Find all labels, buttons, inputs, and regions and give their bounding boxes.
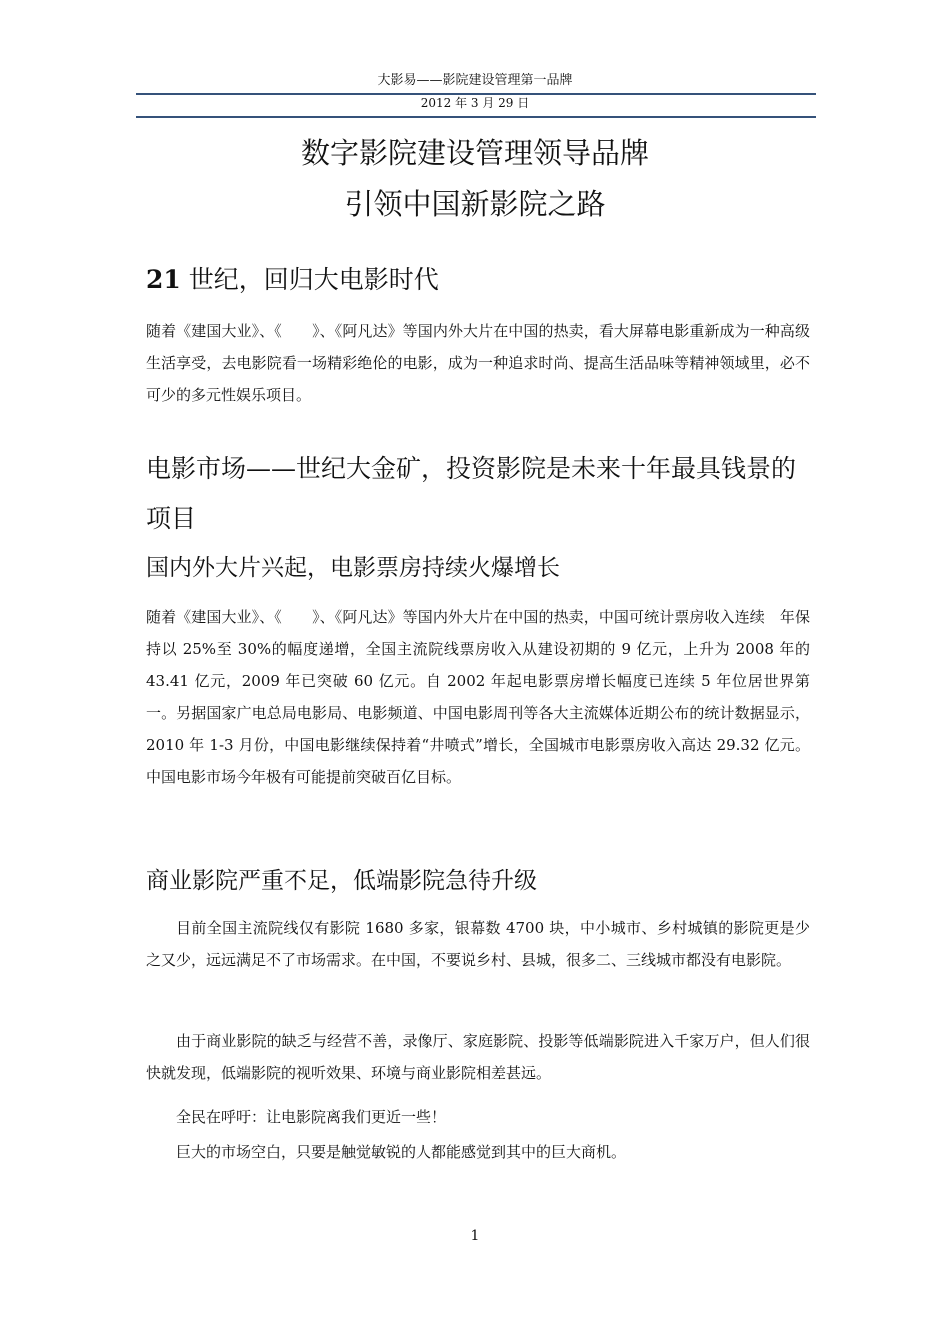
section1-heading-text: 世纪，回归大电影时代	[180, 265, 439, 294]
section1-heading-number: 21	[146, 265, 181, 294]
section3-paragraph-2: 由于商业影院的缺乏与经营不善，录像厅、家庭影院、投影等低端影院进入千家万户，但人们很快就发现，低端影院的视听效果、环境与商业影院相差甚远。	[146, 1032, 810, 1082]
section3-paragraph-1: 目前全国主流院线仅有影院 1680 多家，银幕数 4700 块，中小城市、乡村城镇的影院更是少之又少，远远满足不了市场需求。在中国，不要说乡村、县城，很多二、三线城市都没有电影院。	[146, 919, 810, 969]
section1-heading	[146, 255, 818, 305]
section2-subheading: 国内外大片兴起，电影票房持续火爆增长	[146, 555, 560, 581]
main-title-line2: 引领中国新影院之路	[344, 187, 606, 221]
section1-paragraph: 随着《建国大业》、《 》、《阿凡达》等国内外大片在中国的热卖，看大屏幕电影重新成为一种高级生活享受，去电影院看一场精彩绝伦的电影，成为一种追求时尚、提高生活品味等精神领域里，必不可少的多元性娱乐项目。	[146, 322, 810, 404]
section3-paragraph-3: 全民在呼吁：让电影院离我们更近一些！	[176, 1108, 447, 1126]
main-title-line1: 数字影院建设管理领导品牌	[300, 136, 649, 170]
page-number: 1	[470, 1228, 480, 1244]
header-date: 2012 年 3 月 29 日	[420, 96, 530, 110]
section3-subheading: 商业影院严重不足，低端影院急待升级	[146, 868, 537, 894]
section2-paragraph: 随着《建国大业》、《 》、《阿凡达》等国内外大片在中国的热卖，中国可统计票房收入连续 年保持以 25%至 30%的幅度递增，全国主流院线票房收入从建设初期的 9 亿元，上升为 2008 年的 43.41 亿元，2009 年已突破 60 亿元。自 2002 年起电影票房增长幅度已连续 5 年位居世界第一。另据国家广电总局电影局、电影频道、中国电影周刊等各大主流媒体近期公布的统计数据显示，2010 年 1-3 月份，中国电影继续保持着“井喷式”增长，全国城市电影票房收入高达 29.32 亿元。中国电影市场今年极有可能提前突破百亿目标。	[146, 608, 810, 786]
section3-paragraph-4: 巨大的市场空白，只要是触觉敏锐的人都能感觉到其中的巨大商机。	[176, 1143, 627, 1161]
header-title: 大影易——影院建设管理第一品牌	[377, 73, 573, 88]
section2-heading: 电影市场——世纪大金矿，投资影院是未来十年最具钱景的项目	[146, 454, 797, 533]
header-rule-bottom	[136, 116, 816, 118]
